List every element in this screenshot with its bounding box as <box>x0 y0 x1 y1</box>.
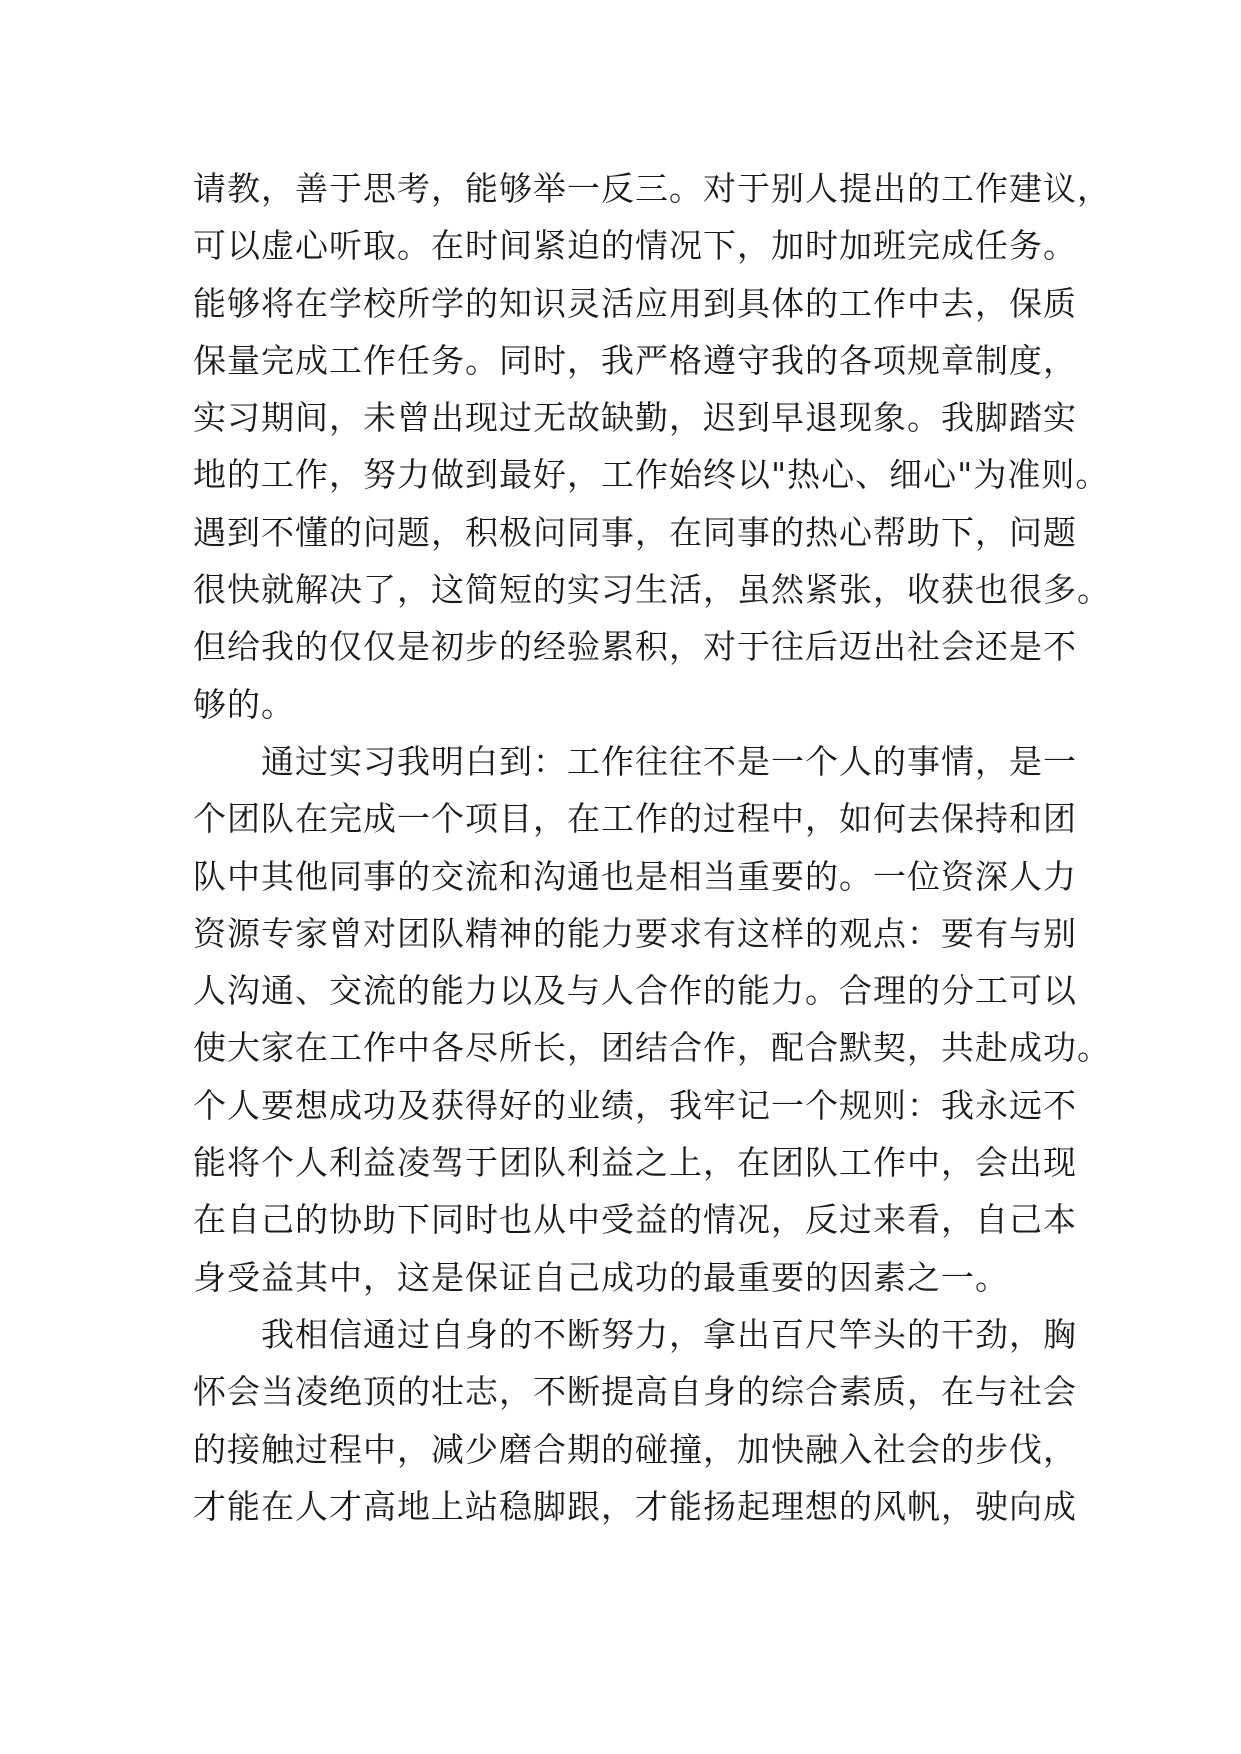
text-line: 但给我的仅仅是初步的经验累积，对于往后迈出社会还是不 <box>193 627 1077 667</box>
text-line: 队中其他同事的交流和沟通也是相当重要的。一位资深人力 <box>193 856 1077 896</box>
text-line: 保量完成工作任务。同时，我严格遵守我的各项规章制度， <box>193 340 1077 380</box>
text-line: 在自己的协助下同时也从中受益的情况，反过来看，自己本 <box>193 1200 1077 1240</box>
body-text <box>193 160 1111 1535</box>
text-line: 人沟通、交流的能力以及与人合作的能力。合理的分工可以 <box>193 971 1077 1011</box>
text-line: 遇到不懂的问题，积极问同事，在同事的热心帮助下，问题 <box>193 512 1077 552</box>
text-line: 才能在人才高地上站稳脚跟，才能扬起理想的风帆，驶向成 <box>193 1486 1077 1526</box>
paragraph-start-line: 我相信通过自身的不断努力，拿出百尺竿头的干劲，胸 <box>261 1314 1077 1354</box>
text-line: 身受益其中，这是保证自己成功的最重要的因素之一。 <box>193 1257 1009 1297</box>
text-line: 资源专家曾对团队精神的能力要求有这样的观点：要有与别 <box>193 913 1077 953</box>
text-line: 能将个人利益凌驾于团队利益之上，在团队工作中，会出现 <box>193 1143 1077 1183</box>
text-line: 个团队在完成一个项目，在工作的过程中，如何去保持和团 <box>193 799 1077 839</box>
text-line: 可以虚心听取。在时间紧迫的情况下，加时加班完成任务。 <box>193 226 1077 266</box>
text-line: 实习期间，未曾出现过无故缺勤，迟到早退现象。我脚踏实 <box>193 398 1077 438</box>
text-line: 能够将在学校所学的知识灵活应用到具体的工作中去，保质 <box>193 283 1077 323</box>
text-line: 够的。 <box>193 684 295 724</box>
text-line: 很快就解决了，这简短的实习生活，虽然紧张，收获也很多。 <box>193 570 1111 610</box>
text-line: 地的工作，努力做到最好，工作始终以"热心、细心"为准则。 <box>193 455 1110 495</box>
text-line: 的接触过程中，减少磨合期的碰撞，加快融入社会的步伐， <box>193 1429 1077 1469</box>
text-line: 个人要想成功及获得好的业绩，我牢记一个规则：我永远不 <box>193 1085 1077 1125</box>
text-line: 使大家在工作中各尽所长，团结合作，配合默契，共赴成功。 <box>193 1028 1111 1068</box>
text-line: 怀会当凌绝顶的壮志，不断提高自身的综合素质，在与社会 <box>193 1372 1077 1412</box>
paragraph-start-line: 通过实习我明白到：工作往往不是一个人的事情，是一 <box>261 741 1077 781</box>
text-line: 请教，善于思考，能够举一反三。对于别人提出的工作建议， <box>193 169 1111 208</box>
